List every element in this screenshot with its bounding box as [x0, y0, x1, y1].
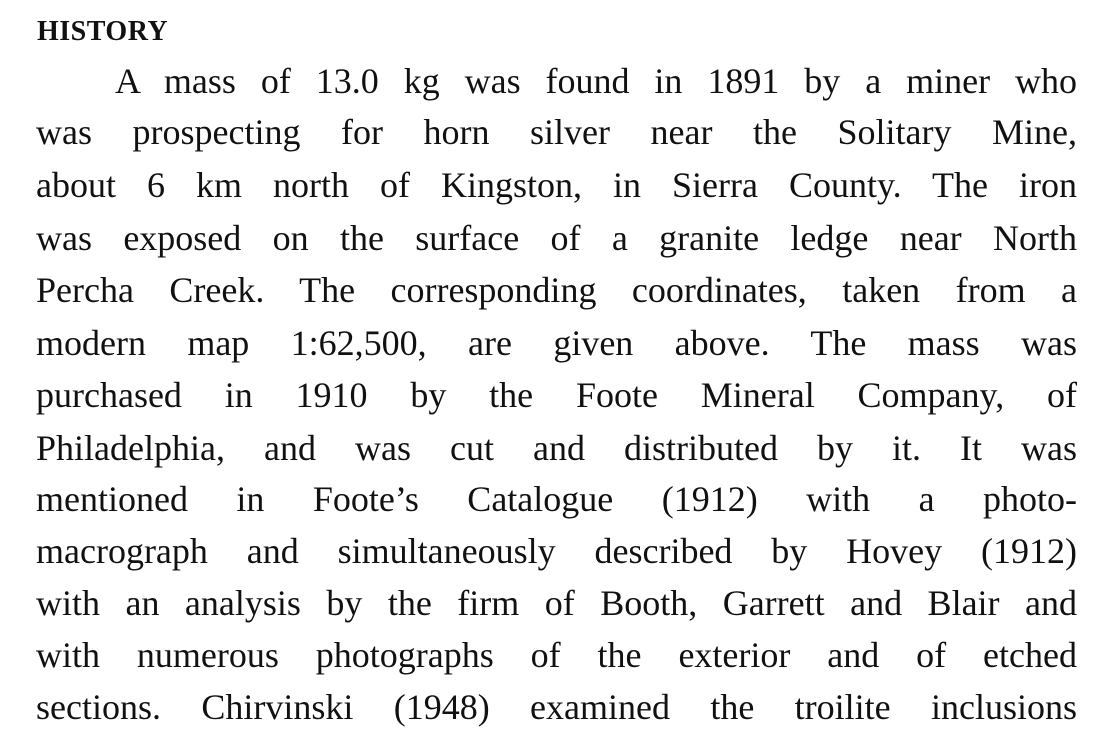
paragraph-line: with numerous photographs of the exterior and of etched: [36, 635, 1077, 675]
paragraph-line: about 6 km north of Kingston, in Sierra County. The iron: [36, 165, 1077, 205]
section-heading: HISTORY: [37, 16, 169, 47]
paragraph-line: was prospecting for horn silver near the Solitary Mine,: [36, 112, 1077, 152]
paragraph-line: Philadelphia, and was cut and distributed by it. It was: [36, 428, 1077, 468]
paragraph-line: purchased in 1910 by the Foote Mineral Company, of: [36, 375, 1077, 415]
paragraph-line: Percha Creek. The corresponding coordinates, taken from a: [36, 270, 1077, 310]
paragraph-line: was exposed on the surface of a granite ledge near North: [36, 218, 1077, 258]
paragraph-line: mentioned in Foote’s Catalogue (1912) with a photo-: [36, 479, 1077, 519]
paragraph-line: macrograph and simultaneously described by Hovey (1912): [36, 531, 1077, 571]
paragraph-line: A mass of 13.0 kg was found in 1891 by a miner who: [115, 61, 1077, 101]
paragraph-line: modern map 1:62,500, are given above. The mass was: [36, 323, 1077, 363]
paragraph-line: with an analysis by the firm of Booth, Garrett and Blair and: [36, 583, 1077, 623]
paragraph-line: sections. Chirvinski (1948) examined the troilite inclusions: [36, 687, 1077, 727]
